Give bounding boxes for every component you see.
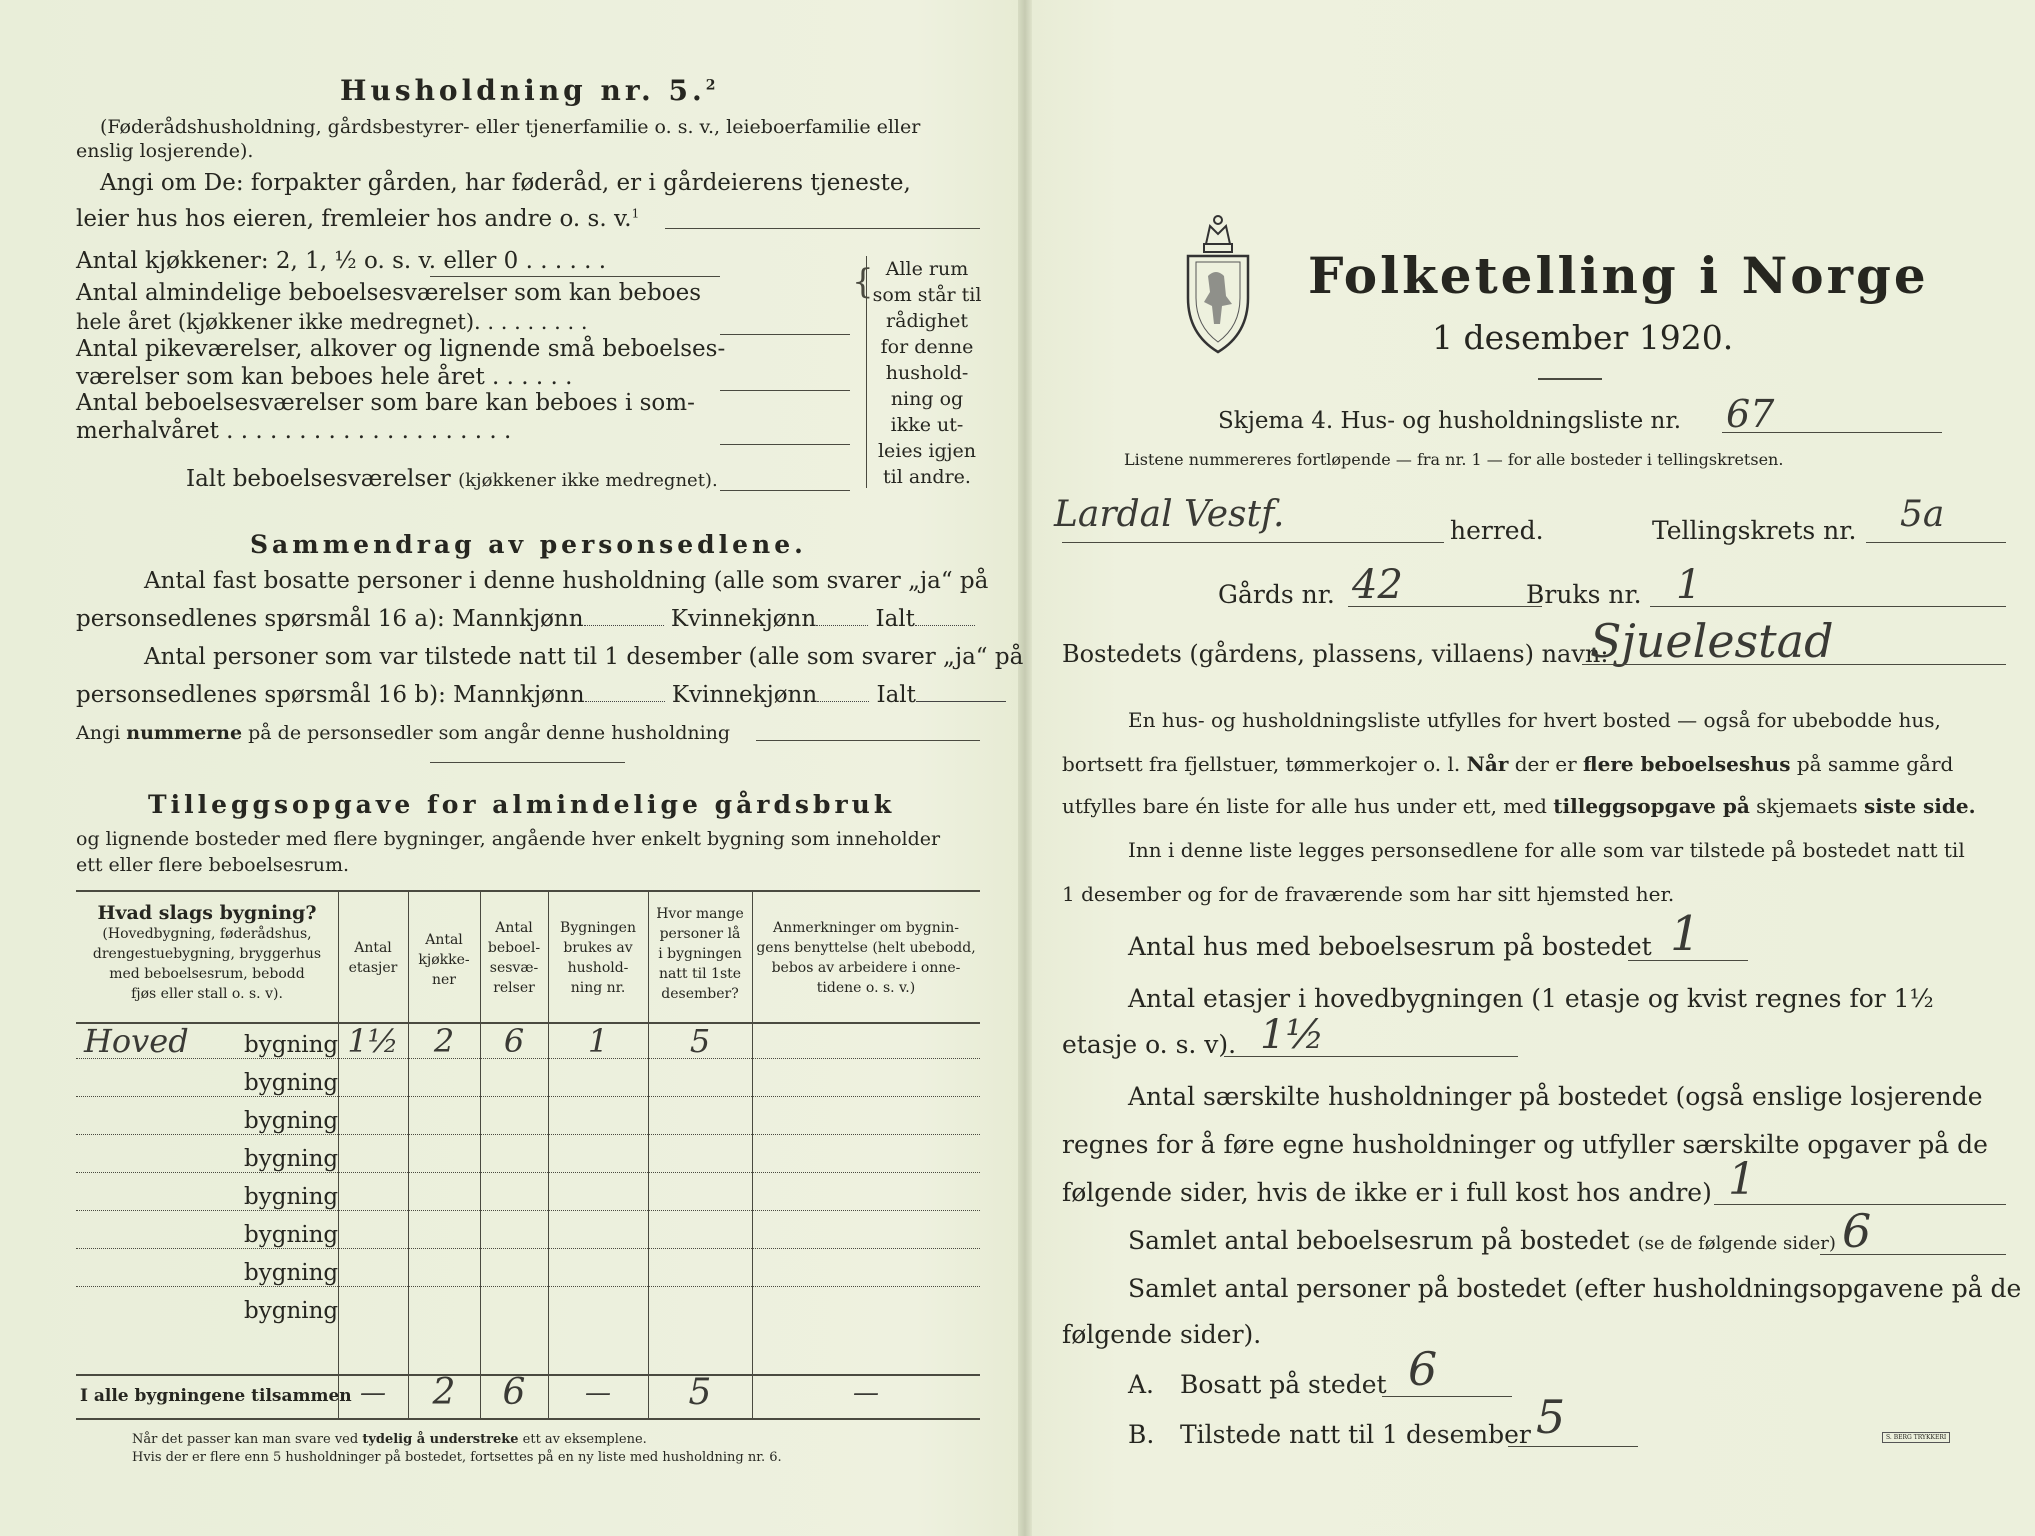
row-label: bygning <box>244 1146 339 1172</box>
skjema-label: Skjema 4. Hus- og husholdningsliste nr. <box>1218 408 1682 434</box>
footnote-1: Når det passer kan man svare ved tydelig å understreke ett av eksemplene. <box>132 1432 647 1447</box>
header-kjokkener: Antal kjøkke- ner <box>418 932 470 988</box>
tellingskrets-line <box>1866 542 2006 543</box>
kjokkener-label: Antal kjøkkener: 2, 1, ½ o. s. v. eller 0 . . . . . . <box>76 248 607 274</box>
kjokkener-answer <box>430 276 720 277</box>
right-page <box>1030 0 2035 1536</box>
norway-coat-of-arms-icon <box>1182 206 1254 354</box>
summary-line-4: personsedlenes spørsmål 16 b): Mannkjønn Kvinnekjønn Ialt <box>76 682 1006 708</box>
angi-line-1: Angi om De: forpakter gården, har føderåd, er i gårdeierens tjeneste, <box>100 170 911 196</box>
tellingskrets-label: Tellingskrets nr. <box>1652 516 1857 545</box>
header-anm: Anmerkninger om bygnin- gens benyttelse (helt ubebodd, bebos av arbeidere i onne- tidene o. s. v.) <box>756 920 976 996</box>
table-total-row <box>76 1374 980 1418</box>
tillegg-title: Tilleggsopgave for almindelige gårdsbruk <box>148 790 896 819</box>
form-date: 1 desember 1920. <box>1432 318 1734 357</box>
gards-line <box>1348 606 1542 607</box>
etasjer-answer-line <box>1224 1056 1518 1057</box>
angi-answer-line <box>665 228 980 229</box>
gards-value: 42 <box>1352 562 1403 608</box>
summary-line-1: Antal fast bosatte personer i denne husholdning (alle som svarer „ja“ på <box>144 568 989 594</box>
table-row <box>76 1098 980 1136</box>
row-label: bygning <box>244 1298 339 1324</box>
herred-value: Lardal Vestf. <box>1054 494 1285 535</box>
b-value: 5 <box>1536 1390 1566 1444</box>
ialt-label: Ialt beboelsesværelser (kjøkkener ikke medregnet). <box>186 466 718 492</box>
side-note: Alle rum som står til rådighet for denne hushold- ning og ikke ut- leies igjen til andre. <box>872 258 982 488</box>
a-text: Bosatt på stedet <box>1180 1370 1387 1399</box>
herred-line <box>1062 542 1444 543</box>
samlet-rum-line <box>1820 1254 2006 1255</box>
table-row <box>76 1136 980 1174</box>
household-title: Husholdning nr. 5.$^2$ <box>340 74 720 107</box>
intro-line-1: (Føderådshusholdning, gårdsbestyrer- eller tjenerfamilie o. s. v., leieboerfamilie eller <box>100 116 921 138</box>
total-personer: 5 <box>688 1372 712 1413</box>
b-label: B. <box>1128 1420 1155 1449</box>
table-row <box>76 1250 980 1288</box>
row-type: Hoved <box>84 1022 189 1060</box>
bruks-label: Bruks nr. <box>1526 580 1642 609</box>
printer-stamp: S. BERG TRYKKERI <box>1882 1432 1950 1443</box>
b-line <box>1508 1446 1638 1447</box>
total-anm: — <box>853 1378 879 1408</box>
alm-answer <box>720 334 850 335</box>
alm-line-1: Antal almindelige beboelsesværelser som kan beboes <box>76 280 702 306</box>
skjema-line <box>1722 432 1942 433</box>
summary-line-2: personsedlenes spørsmål 16 a): Mannkjønn Kvinnekjønn Ialt <box>76 606 975 632</box>
skjema-value: 67 <box>1726 392 1775 436</box>
instr-line-5: 1 desember og for de fraværende som har sitt hjemsted her. <box>1062 882 1675 906</box>
bruks-value: 1 <box>1676 562 1702 608</box>
total-kjokkener: 2 <box>432 1372 456 1413</box>
tellingskrets-value: 5a <box>1900 494 1945 535</box>
row-label: bygning <box>244 1222 339 1248</box>
header-etasjer: Antal etasjer <box>348 940 398 976</box>
tillegg-line-1: og lignende bosteder med flere bygninger, angående hver enkelt bygning som inneholder <box>76 828 941 850</box>
somm-answer <box>720 444 850 445</box>
table-row <box>76 1060 980 1098</box>
divider <box>430 762 625 763</box>
somm-line-2: merhalvåret . . . . . . . . . . . . . . . . . . . . <box>76 418 512 444</box>
summary-line-3: Antal personer som var tilstede natt til 1 desember (alle som svarer „ja“ på <box>144 644 1024 670</box>
antal-hus-label: Antal hus med beboelsesrum på bostedet <box>1128 932 1652 961</box>
samlet-rum-value: 6 <box>1842 1204 1872 1258</box>
building-table <box>76 890 980 1422</box>
total-hush: — <box>585 1378 611 1408</box>
row-label: bygning <box>244 1184 339 1210</box>
title-divider <box>1538 378 1602 380</box>
total-etasjer: — <box>360 1378 386 1408</box>
bosted-label: Bostedets (gårdens, plassens, villaens) navn: <box>1062 640 1609 668</box>
nummerne-answer <box>756 740 980 741</box>
ialt-answer <box>720 490 850 491</box>
etasjer-line-1: Antal etasjer i hovedbygningen (1 etasje og kvist regnes for 1½ <box>1128 984 1934 1013</box>
header-personer: Hvor mange personer lå i bygningen natt til 1ste desember? <box>656 906 744 1002</box>
angi-nummerne: Angi nummerne på de personsedler som angår denne husholdning <box>76 722 731 744</box>
row-kjokkener: 2 <box>433 1022 455 1060</box>
antal-hus-line <box>1628 960 1748 961</box>
instr-line-4: Inn i denne liste legges personsedlene for alle som var tilstede på bostedet natt til <box>1128 838 1965 862</box>
pike-line-2: værelser som kan beboes hele året . . . . . . <box>76 364 573 390</box>
gards-label: Gårds nr. <box>1218 580 1335 609</box>
saer-value: 1 <box>1728 1154 1756 1205</box>
a-value: 6 <box>1408 1342 1438 1396</box>
tillegg-line-2: ett eller flere beboelsesrum. <box>76 854 350 876</box>
row-label: bygning <box>244 1260 339 1286</box>
total-vaerelser: 6 <box>502 1372 526 1413</box>
table-row <box>76 1212 980 1250</box>
antal-hus-value: 1 <box>1670 906 1701 962</box>
herred-label: herred. <box>1450 516 1544 545</box>
row-label: bygning <box>244 1108 339 1134</box>
header-hush: Bygningen brukes av hushold- ning nr. <box>560 920 636 996</box>
pike-line-1: Antal pikeværelser, alkover og lignende små beboelses- <box>76 336 726 362</box>
etasjer-line-2: etasje o. s. v). <box>1062 1030 1237 1059</box>
form-title: Folketelling i Norge <box>1308 246 1929 305</box>
instr-line-3: utfylles bare én liste for alle hus under ett, med tilleggsopgave på skjemaets siste side. <box>1062 794 1976 818</box>
header-vaerelser: Antal beboel- sesvæ- relser <box>487 920 541 996</box>
table-rows <box>76 1022 980 1374</box>
bosted-line <box>1582 664 2006 665</box>
saer-line-3: følgende sider, hvis de ikke er i full kost hos andre) <box>1062 1178 1712 1207</box>
intro-line-2: enslig losjerende). <box>76 140 254 162</box>
listene-note: Listene nummereres fortløpende — fra nr. 1 — for alle bosteder i tellingskretsen. <box>1124 450 1784 469</box>
row-personer: 5 <box>689 1022 711 1060</box>
etasjer-value: 1½ <box>1260 1012 1325 1058</box>
footnote-2: Hvis der er flere enn 5 husholdninger på bostedet, fortsettes på en ny liste med husholdning nr. 6. <box>132 1450 782 1465</box>
row-vaerelser: 6 <box>503 1022 525 1060</box>
row-label: bygning <box>244 1070 339 1096</box>
bosted-value: Sjuelestad <box>1590 614 1834 668</box>
saer-line-2: regnes for å føre egne husholdninger og utfyller særskilte opgaver på de <box>1062 1130 1988 1159</box>
alm-line-2: hele året (kjøkkener ikke medregnet). . . . . . . . . <box>76 310 588 334</box>
row-label: bygning <box>244 1032 339 1058</box>
bruks-line <box>1650 606 2006 607</box>
summary-title: Sammendrag av personsedlene. <box>250 530 807 559</box>
pike-answer <box>720 390 850 391</box>
b-text: Tilstede natt til 1 desember <box>1180 1420 1531 1449</box>
a-label: A. <box>1128 1370 1155 1399</box>
samlet-pers-line-2: følgende sider). <box>1062 1320 1262 1349</box>
row-etasjer: 1½ <box>347 1022 399 1060</box>
side-note-bracket-line <box>866 256 867 488</box>
side-note-bracket: { <box>852 262 874 302</box>
a-line <box>1382 1396 1512 1397</box>
row-hush: 1 <box>587 1022 609 1060</box>
table-row <box>76 1174 980 1212</box>
instr-line-2: bortsett fra fjellstuer, tømmerkojer o. l. Når der er flere beboelseshus på samme gård <box>1062 752 1954 776</box>
samlet-rum-label: Samlet antal beboelsesrum på bostedet (se de følgende sider) <box>1128 1226 1836 1255</box>
table-row <box>76 1288 980 1326</box>
saer-line-1: Antal særskilte husholdninger på bostedet (også enslige losjerende <box>1128 1082 1983 1111</box>
angi-line-2: leier hus hos eieren, fremleier hos andre o. s. v.$^1$ <box>76 206 640 232</box>
somm-line-1: Antal beboelsesværelser som bare kan beboes i som- <box>76 390 695 416</box>
table-row <box>76 1022 980 1060</box>
instr-line-1: En hus- og husholdningsliste utfylles for hvert bosted — også for ubebodde hus, <box>1128 708 1941 732</box>
header-type: Hvad slags bygning? (Hovedbygning, føderådshus, drengestuebygning, bryggerhus med beboelsesrum, bebodd fjøs eller stall o. s. v). <box>92 902 322 1002</box>
samlet-pers-line-1: Samlet antal personer på bostedet (efter husholdningsopgavene på de <box>1128 1274 2022 1303</box>
total-label: I alle bygningene tilsammen <box>80 1386 352 1406</box>
